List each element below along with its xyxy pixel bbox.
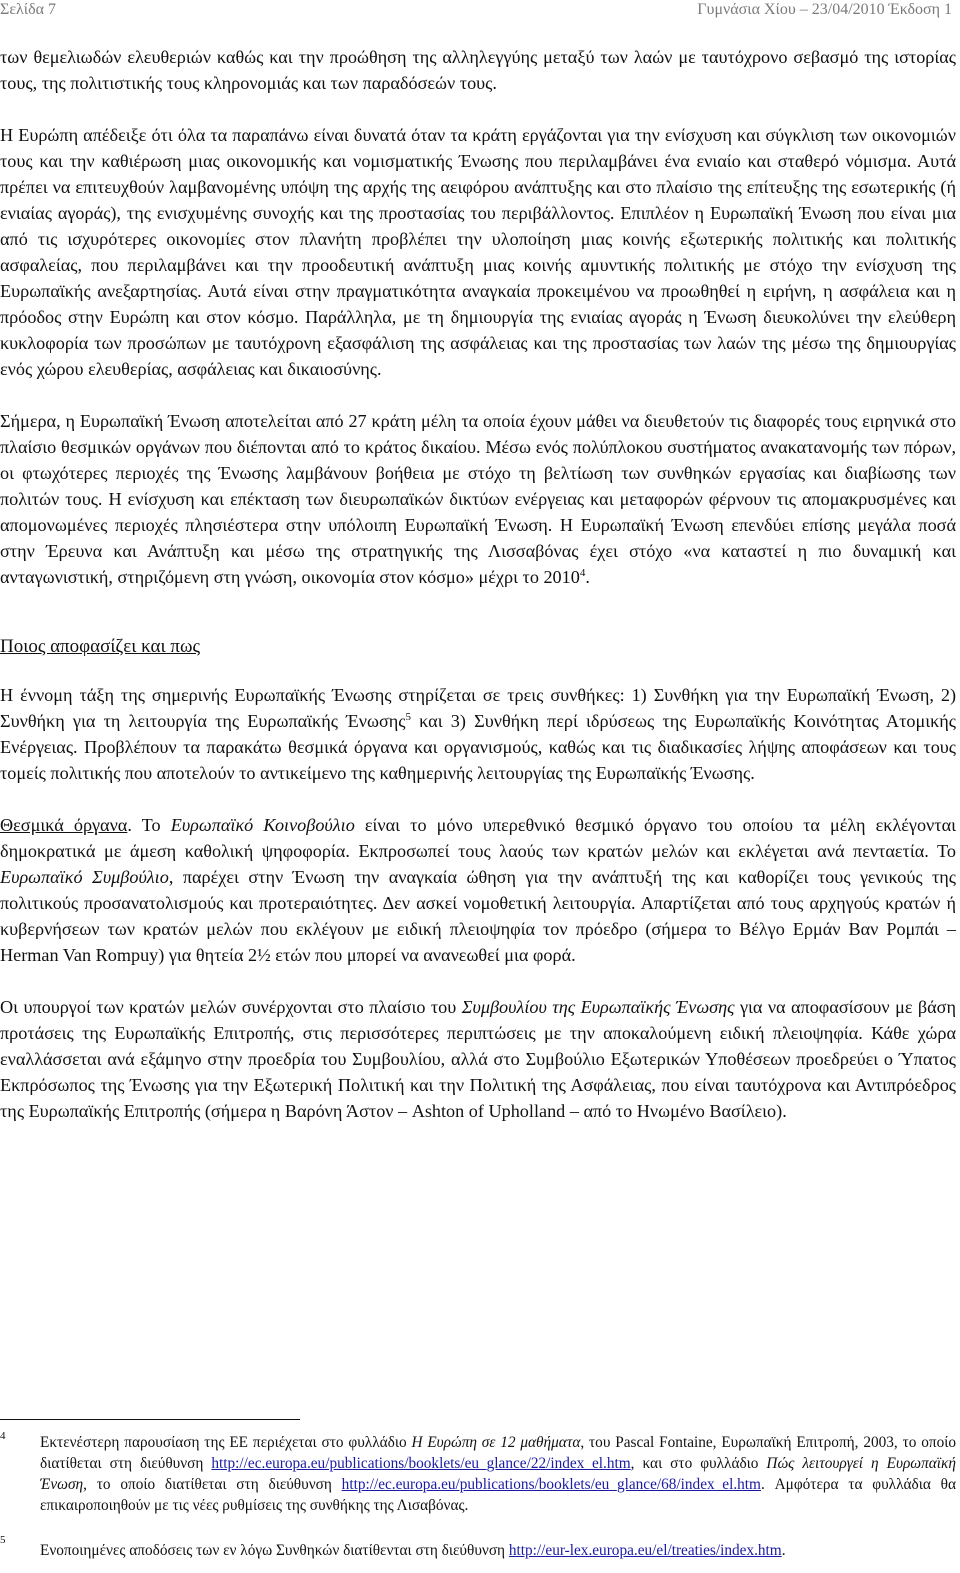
p6-text-1: Οι υπουργοί των κρατών μελών συνέρχονται στο πλαίσιο του <box>0 997 462 1017</box>
fn4-text-2: , του Pascal Fontaine, Ευρωπαϊκή Επιτροπή, 2003, το οποίο διατίθεται στη διεύθυνση <box>40 1434 956 1472</box>
paragraph-4-text-b: και 3) Συνθήκη περί ιδρύσεως της Ευρωπαϊκής Κοινότητας Ατομικής Ενέργειας. Προβλέπουν τα παρακάτω θεσμικά όργανα και οργανισμούς, καθώς και τις διαδικασίες λήψης αποφάσεων και τους τομείς πολιτικής που αποτελούν το αντικείμενο της καθημερινής λειτουργίας της Ευρωπαϊκής Ένωσης. <box>0 711 956 783</box>
fn4-text-3: , και στο φυλλάδιο <box>630 1455 767 1472</box>
european-council-term: Ευρωπαϊκό Συμβούλιο <box>0 867 169 887</box>
fn4-text-1: Εκτενέστερη παρουσίαση της ΕΕ περιέχεται στο φυλλάδιο <box>40 1434 412 1451</box>
p5-text-3: , παρέχει στην Ένωση την αναγκαία ώθηση για την ανάπτυξή της και καθορίζει τους γενικούς της πολιτικούς προσανατολισμούς και προτεραιότητες. Δεν ασκεί νομοθετική λειτουργία. Απαρτίζεται από τους αρχηγούς κρατών ή κυβερνήσεων των κρατών μελών που εκλέγουν με ειδική πλειοψηφία τον πρόεδρο (σήμερα το Βέλγο Ερμάν Βαν Ρομπάι – Herman Van Rompuy) για θητεία 2½ ετών που μπορεί να ανανεωθεί μια φορά. <box>0 867 957 965</box>
document-body <box>0 44 956 1124</box>
fn4-link-2[interactable]: http://ec.europa.eu/publications/booklets/eu_glance/68/index_el.htm <box>341 1476 761 1493</box>
fn4-text-5: . Αμφότερα τα φυλλάδια θα επικαιροποιηθούν με τις νέες ρυθμίσεις της συνθήκης της Λισαβόνας. <box>40 1476 956 1514</box>
paragraph-3-end: . <box>585 567 590 587</box>
paragraph-3 <box>0 408 956 590</box>
paragraph-2: Η Ευρώπη απέδειξε ότι όλα τα παραπάνω είναι δυνατά όταν τα κράτη εργάζονται για την ενίσχυση και σύγκλιση των οικονομιών τους και την καθιέρωση μιας οικονομικής και νομισματικής Ένωσης που περιλαμβάνει ένα ενιαίο και σταθερό νόμισμα. Αυτά πρέπει να επιτευχθούν λαμβανομένης υπόψη της αρχής της αειφόρου ανάπτυξης και στο πλαίσιο της επίτευξης της εσωτερικής (ή ενιαίας αγοράς), της ενισχυμένης συνοχής και της προστασίας του περιβάλλοντος. Επιπλέον η Ευρωπαϊκή Ένωση που είναι μια από τις ισχυρότερες οικονομίες στον πλανήτη προβλέπει την υλοποίηση μιας κοινής εξωτερικής πολιτικής και πολιτικής ασφαλείας, που περιλαμβάνει και την προοδευτική ανάπτυξη μιας κοινής αμυντικής πολιτικής με στόχο την ενίσχυση της Ευρωπαϊκής ανεξαρτησίας. Αυτά είναι στην πραγματικότητα αναγκαία προκειμένου να προωθηθεί η ειρήνη, η ασφάλεια και η πρόοδος στην Ευρώπη και στον κόσμο. Παράλληλα, με τη δημιουργία της ενιαίας αγοράς η Ένωση διευκολύνει την ελεύθερη κυκλοφορία των προσώπων με ταυτόχρονη εξασφάλιση της ασφάλειας και της προστασίας των λαών της μέσω της δημιουργίας ενός χώρου ελευθερίας, ασφάλειας και δικαιοσύνης. <box>0 125 956 379</box>
paragraph-6 <box>0 994 956 1124</box>
institutions-label: Θεσμικά όργανα <box>0 815 128 835</box>
p6-text-2: για να αποφασίσουν με βάση προτάσεις της Ευρωπαϊκής Επιτροπής, στις περισσότερες περιπτώσεις με την αποκαλούμενη ειδική πλειοψηφία. Κάθε χώρα εναλλάσσεται ανά εξάμηνο στην προεδρία του Συμβουλίου, αλλά στο Συμβούλιο Εξωτερικών Υποθέσεων προεδρεύει ο Ύπατος Εκπρόσωπος της Ένωσης για την Εξωτερική Πολιτική και την Πολιτική της Ασφάλειας, που είναι ταυτόχρονα και Αντιπρόεδρος της Ευρωπαϊκής Επιτροπής (σήμερα η Βαρόνη Άστον – Ashton of Upholland – από το Ηνωμένο Βασίλειο). <box>0 997 956 1121</box>
footnote-5-number: 5 <box>0 1534 6 1546</box>
page-number: Σελίδα 7 <box>0 1 57 18</box>
paragraph-4-text-a: Η έννομη τάξη της σημερινής Ευρωπαϊκής Ένωσης στηρίζεται σε τρεις συνθήκες: 1) Συνθήκη για την Ευρωπαϊκή Ένωση, 2) Συνθήκη για τη λειτουργία της Ευρωπαϊκής Ένωσης <box>0 685 956 731</box>
paragraph-5 <box>0 812 956 968</box>
p5-text-2: είναι το μόνο υπερεθνικό θεσμικό όργανο του οποίου τα μέλη εκλέγονται δημοκρατικά με άμεση καθολική ψηφοφορία. Εκπροσωπεί τους λαούς των κρατών μελών και εκλέγεται ανά πενταετία. Το <box>0 815 957 861</box>
section-heading: Ποιος αποφασίζει και πως <box>0 636 200 657</box>
fn5-text-1: Ενοποιημένες αποδόσεις των εν λόγω Συνθηκών διατίθενται στη διεύθυνση <box>40 1542 509 1559</box>
footnote-ref-5[interactable]: 5 <box>405 710 411 723</box>
paragraph-3-text: Σήμερα, η Ευρωπαϊκή Ένωση αποτελείται από 27 κράτη μέλη τα οποία έχουν μάθει να διευθετούν τις διαφορές τους ειρηνικά στο πλαίσιο θεσμικών οργάνων που διέπονται από το κράτος δικαίου. Μέσω ενός πολύπλοκου συστήματος ανακατανομής των πόρων, οι φτωχότερες περιοχές της Ένωσης λαμβάνουν βοήθεια με στόχο τη βελτίωση των συνθηκών εργασίας και διαβίωσης των πολιτών τους. Η ενίσχυση και επέκταση των διευρωπαϊκών δικτύων ενέργειας και μεταφορών φέρνουν τις απομακρυσμένες και απομονωμένες περιοχές πλησιέστερα στην υπόλοιπη Ευρωπαϊκή Ένωση. Η Ευρωπαϊκή Ένωση επενδύει επίσης μεγάλα ποσά στην Έρευνα και Ανάπτυξη και μέσω της στρατηγικής της Λισσαβόνας έχει στόχο «να καταστεί η πιο δυναμική και ανταγωνιστική, στηριζόμενη στη γνώση, οικονομία στον κόσμο» μέχρι το 2010 <box>0 411 956 587</box>
fn5-text-2: . <box>781 1542 786 1559</box>
fn4-booklet-title-1: Η Ευρώπη σε 12 μαθήματα <box>411 1434 581 1451</box>
page-header <box>0 0 960 22</box>
header-school-date: Γυμνάσια Χίου – 23/04/2010 Έκδοση 1 <box>697 1 952 18</box>
footnote-5 <box>0 1534 956 1561</box>
fn5-link-1[interactable]: http://eur-lex.europa.eu/el/treaties/index.htm <box>508 1542 782 1559</box>
fn4-link-1[interactable]: http://ec.europa.eu/publications/booklets/eu_glance/22/index_el.htm <box>211 1455 631 1472</box>
fn4-text-4: , το οποίο διατίθεται στη διεύθυνση <box>83 1476 342 1493</box>
footnote-separator <box>0 1419 300 1420</box>
p5-text-1: . Το <box>127 815 171 835</box>
council-of-eu-term: Συμβουλίου της Ευρωπαϊκής Ένωσης <box>461 997 735 1017</box>
paragraph-4 <box>0 682 956 786</box>
footnote-4 <box>0 1432 956 1516</box>
paragraph-1: των θεμελιωδών ελευθεριών καθώς και την προώθηση της αλληλεγγύης μεταξύ των λαών με ταυτόχρονο σεβασμό της ιστορίας τους, της πολιτιστικής τους κληρονομιάς και των παραδόσεών τους. <box>0 47 956 93</box>
fn4-booklet-title-2: Πώς λειτουργεί η Ευρωπαϊκή Ένωση <box>40 1455 956 1493</box>
footnote-ref-4[interactable]: 4 <box>579 566 586 579</box>
european-parliament-term: Ευρωπαϊκό Κοινοβούλιο <box>170 815 355 835</box>
footnote-4-number: 4 <box>0 1430 6 1442</box>
